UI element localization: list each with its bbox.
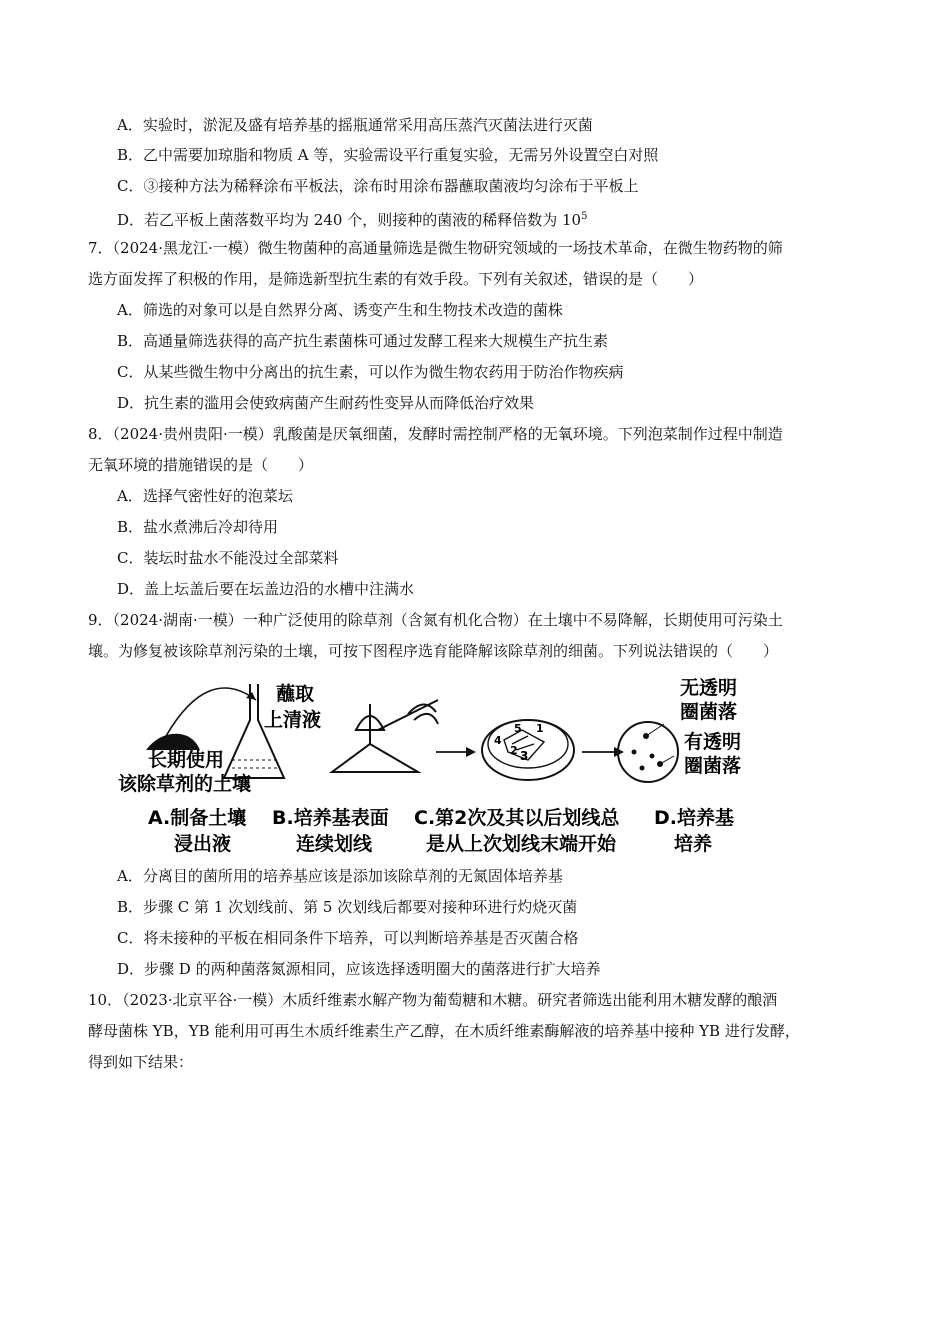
q10-stem-line-3: 得到如下结果： (88, 1053, 194, 1071)
label-halo-2: 圈菌落 (684, 755, 742, 777)
q7-option-b: B．高通量筛选获得的高产抗生素菌株可通过发酵工程来大规模生产抗生素 (117, 332, 609, 350)
colony-dot (650, 754, 655, 759)
q7-stem-line-2: 选方面发挥了积极的作用，是筛选新型抗生素的有效手段。下列有关叙述，错误的是（ ） (88, 270, 704, 288)
q9-procedure-figure (108, 672, 758, 854)
label-dip-1: 蘸取 (276, 683, 315, 705)
q7-option-c: C．从某些微生物中分离出的抗生素，可以作为微生物农药用于防治作物疾病 (117, 363, 624, 381)
q9-option-a: A．分离目的菌所用的培养基应该是添加该除草剂的无氮固体培养基 (117, 867, 563, 885)
q8-stem-line-2: 无氧环境的措施错误的是（ ） (88, 456, 314, 474)
q7-option-a: A．筛选的对象可以是自然界分离、诱变产生和生物技术改造的菌株 (117, 301, 563, 319)
arrow-1-head (466, 747, 476, 757)
q8-option-c: C．装坛时盐水不能没过全部菜料 (117, 549, 339, 567)
label-no-halo-2: 圈菌落 (680, 701, 738, 723)
q8-option-b: B．盐水煮沸后冷却待用 (117, 518, 279, 536)
step-c-line-1: C.第2次及其以后划线总 (414, 807, 620, 829)
step-b-line-2: 连续划线 (296, 833, 373, 854)
q9-option-d: D．步骤 D 的两种菌落氮源相同，应该选择透明圈大的菌落进行扩大培养 (117, 960, 601, 978)
q8-stem-line-1: 8．（2024·贵州贵阳·一模）乳酸菌是厌氧细菌，发酵时需控制严格的无氧环境。下列泡菜制作过程中制造 (88, 425, 783, 443)
q8-option-d: D．盖上坛盖后要在坛盖边沿的水槽中注满水 (117, 580, 415, 598)
streak-number-5: 5 (514, 722, 522, 735)
q7-stem-line-1: 7．（2024·黑龙江·一模）微生物菌种的高通量筛选是微生物研究领域的一场技术革命，在微生物药物的筛 (88, 239, 783, 257)
soil-mound-icon (146, 734, 200, 750)
q6-option-a: A．实验时，淤泥及盛有培养基的摇瓶通常采用高压蒸汽灭菌法进行灭菌 (117, 116, 593, 134)
q6-option-d-text: D．若乙平板上菌落数平均为 240 个，则接种的菌液的稀释倍数为 10 (117, 211, 582, 229)
q10-stem-line-1: 10．（2023·北京平谷·一模）木质纤维素水解产物为葡萄糖和木糖。研究者筛选出能利用木糖发酵的酿酒 (88, 991, 778, 1009)
step-d-line-2: 培养 (674, 833, 713, 854)
q9-option-c: C．将未接种的平板在相同条件下培养，可以判断培养基是否灭菌合格 (117, 929, 579, 947)
q9-stem-line-2: 壤。为修复被该除草剂污染的土壤，可按下图程序选育能降解该除草剂的细菌。下列说法错误的（ ） (88, 642, 779, 660)
transfer-arc (166, 688, 256, 736)
streak-number-2: 2 (510, 744, 518, 757)
step-a-line-2: 浸出液 (174, 833, 232, 854)
q6-option-d-exponent: 5 (581, 211, 588, 222)
step-c-line-2: 是从上次划线末端开始 (426, 833, 617, 854)
label-soil-2: 该除草剂的土壤 (118, 773, 252, 795)
label-dip-2: 上清液 (264, 709, 322, 731)
step-d-line-1: D.培养基 (654, 807, 734, 829)
streak-number-1: 1 (536, 722, 544, 735)
label-no-halo-1: 无透明 (680, 677, 738, 699)
q6-option-c: C．③接种方法为稀释涂布平板法，涂布时用涂布器蘸取菌液均匀涂布于平板上 (117, 177, 639, 195)
colony-dot (632, 750, 637, 755)
result-plate-icon (618, 722, 678, 782)
alcohol-lamp-icon (332, 744, 418, 772)
q9-stem-line-1: 9．（2024·湖南·一模）一种广泛使用的除草剂（含氮有机化合物）在土壤中不易降解，长期使用可污染土 (88, 611, 783, 629)
q9-option-b: B．步骤 C 第 1 次划线前、第 5 次划线后都要对接种环进行灼烧灭菌 (117, 898, 578, 916)
label-halo-1: 有透明 (684, 731, 742, 753)
q8-option-a: A．选择气密性好的泡菜坛 (117, 487, 293, 505)
q6-option-d (117, 207, 587, 230)
step-b-line-1: B.培养基表面 (272, 807, 389, 829)
streak-number-3: 3 (520, 749, 529, 763)
inoculating-loop-icon (378, 700, 438, 730)
q10-stem-line-2: 酵母菌株 YB，YB 能利用可再生木质纤维素生产乙醇，在木质纤维素酶解液的培养基中接种 YB 进行发酵， (88, 1022, 800, 1040)
step-a-line-1: A.制备土壤 (148, 807, 247, 829)
label-soil-1: 长期使用 (148, 749, 225, 771)
q6-option-b: B．乙中需要加琼脂和物质 A 等，实验需设平行重复实验，无需另外设置空白对照 (117, 146, 659, 164)
pointer-line-halo (660, 756, 674, 764)
colony-dot (640, 766, 645, 771)
streak-number-4: 4 (494, 734, 502, 747)
q7-option-d: D．抗生素的滥用会使致病菌产生耐药性变异从而降低治疗效果 (117, 394, 535, 412)
pointer-line-no-halo (646, 724, 664, 736)
